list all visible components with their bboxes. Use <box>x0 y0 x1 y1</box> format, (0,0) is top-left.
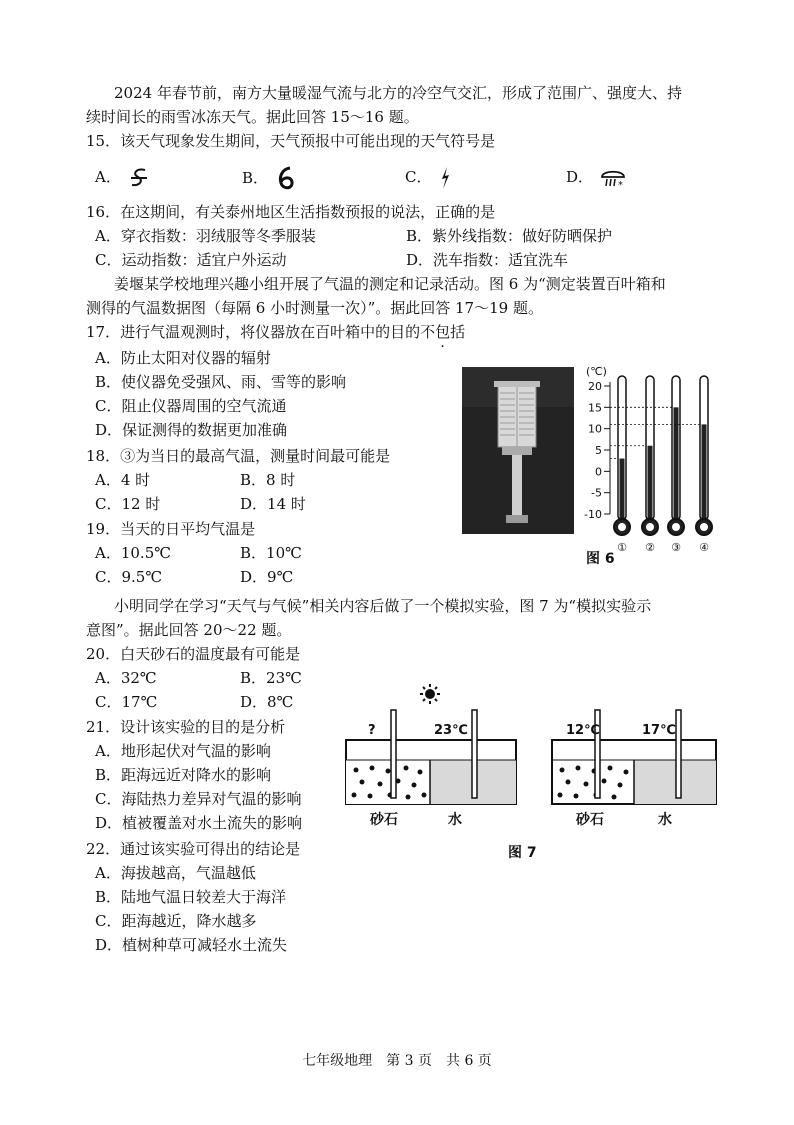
q22-option-a: A．海拔越高，气温越低 <box>95 864 256 882</box>
thermometer-bulb-highlight <box>618 523 626 531</box>
thermometer-bulb-highlight <box>700 523 708 531</box>
q15-option-d <box>566 165 628 191</box>
lightning-icon <box>436 165 454 191</box>
figure-6-caption: 图 6 <box>586 551 615 567</box>
page-footer: 七年级地理 第 3 页 共 6 页 <box>302 1053 492 1069</box>
q17-option-c: C．阻止仪器周围的空气流通 <box>95 397 287 415</box>
q21-option-a: A．地形起伏对气温的影响 <box>95 742 271 760</box>
night-container <box>552 710 716 828</box>
tick-label: 5 <box>595 444 602 457</box>
night-sand-label: 砂石 <box>576 812 604 828</box>
q16-option-b: B．紫外线指数：做好防晒保护 <box>406 227 613 245</box>
day-container <box>346 710 516 828</box>
q19-option-a: A．10.5℃ <box>95 544 172 562</box>
q20-option-d: D．8℃ <box>240 693 294 711</box>
q16-option-a: A．穿衣指数：羽绒服等冬季服装 <box>95 227 316 245</box>
tick-label: 20 <box>588 380 602 393</box>
q15-option-b-label: B． <box>242 169 269 187</box>
q15-option-b <box>242 165 299 193</box>
q17-option-a: A．防止太阳对仪器的辐射 <box>95 349 271 367</box>
question-19-stem: 19．当天的日平均气温是 <box>86 520 256 538</box>
question-22-stem: 22．通过该实验可得出的结论是 <box>86 840 301 858</box>
question-17-stem-text: 17．进行气温观测时，将仪器放在百叶箱中的目的 <box>86 323 421 341</box>
q21-option-d: D．植被覆盖对水土流失的影响 <box>95 814 303 832</box>
thermometer-chart <box>580 362 720 552</box>
q15-option-a <box>95 165 152 191</box>
q19-option-c: C．9.5℃ <box>95 568 163 586</box>
q15-option-a-label: A． <box>95 168 121 186</box>
figure-7-caption: 图 7 <box>508 845 537 861</box>
thermometer-label: ① <box>617 541 627 552</box>
question-21-stem: 21．设计该实验的目的是分析 <box>86 718 286 736</box>
stevenson-screen-photo <box>462 367 574 534</box>
thermometer-liquid <box>620 459 625 520</box>
tick-label: -5 <box>591 486 602 500</box>
q15-option-c-label: C． <box>405 168 432 186</box>
tropical-storm-icon <box>126 165 152 191</box>
question-17-emphasis: 不包括 <box>420 323 466 341</box>
temp-unit-label: (℃) <box>586 365 607 378</box>
typhoon-icon <box>273 165 299 193</box>
question-20-stem: 20．白天砂石的温度最有可能是 <box>86 645 301 663</box>
q22-option-b: B．陆地气温日较差大于海洋 <box>95 888 287 906</box>
q20-option-c: C．17℃ <box>95 693 158 711</box>
q22-option-d: D．植树种草可减轻水土流失 <box>95 936 288 954</box>
q16-option-d: D．洗车指数：适宜洗车 <box>406 251 569 269</box>
intro-2-line-2: 测得的气温数据图（每隔 6 小时测量一次）”。据此回答 17～19 题。 <box>86 299 543 317</box>
q16-option-c: C．运动指数：适宜户外运动 <box>95 251 287 269</box>
q19-option-b: B．10℃ <box>240 544 302 562</box>
intro-3-line-1: 小明同学在学习“天气与气候”相关内容后做了一个模拟实验，图 7 为“模拟实验示 <box>114 597 652 615</box>
sun-icon <box>420 684 440 704</box>
q21-option-b: B．距海远近对降水的影响 <box>95 766 272 784</box>
thermometer-label: ③ <box>671 541 681 552</box>
question-16-stem: 16．在这期间，有关泰州地区生活指数预报的说法，正确的是 <box>86 203 496 221</box>
thermometer-label: ② <box>645 541 655 552</box>
night-water-temp: 17℃ <box>642 723 676 738</box>
thermometer-bulb-highlight <box>672 523 680 531</box>
q20-option-b: B．23℃ <box>240 669 302 687</box>
q18-option-c: C．12 时 <box>95 495 161 513</box>
night-water-label: 水 <box>658 812 672 828</box>
q15-option-c <box>405 165 454 191</box>
stevenson-screen-image <box>462 367 574 534</box>
thermometer-bulb-highlight <box>646 523 654 531</box>
q20-option-a: A．32℃ <box>95 669 157 687</box>
rain-snow-icon <box>598 165 628 191</box>
night-sand-temp: 12℃ <box>566 723 600 738</box>
tick-label: 0 <box>595 465 602 479</box>
intro-1-line-2: 续时间长的雨雪冰冻天气。据此回答 15～16 题。 <box>86 108 419 126</box>
q15-option-d-label: D． <box>566 168 594 186</box>
day-water-temp: 23℃ <box>434 723 468 738</box>
day-sand-temp: ? <box>368 723 376 738</box>
q17-option-b: B．使仪器免受强风、雨、雪等的影响 <box>95 373 347 391</box>
tick-label: 10 <box>588 422 602 436</box>
thermometer-liquid <box>702 424 707 520</box>
day-water-label: 水 <box>448 812 462 828</box>
svg-text:*: * <box>617 180 623 191</box>
q18-option-a: A．4 时 <box>95 471 151 489</box>
thermometer-label: ④ <box>699 541 709 552</box>
q18-option-b: B．8 时 <box>240 471 296 489</box>
intro-1-line-1: 2024 年春节前，南方大量暖湿气流与北方的冷空气交汇，形成了范围广、强度大、持 <box>114 84 682 102</box>
tick-label: -10 <box>584 508 602 521</box>
intro-3-line-2: 意图”。据此回答 20～22 题。 <box>86 621 292 639</box>
thermometer-liquid <box>648 446 653 520</box>
moon-icon <box>632 684 642 702</box>
tick-label: 15 <box>588 401 602 415</box>
q21-option-c: C．海陆热力差异对气温的影响 <box>95 790 302 808</box>
question-18-stem: 18．③为当日的最高气温，测量时间最可能是 <box>86 447 391 465</box>
q17-option-d: D．保证测得的数据更加准确 <box>95 421 288 439</box>
intro-2-line-1: 姜堰某学校地理兴趣小组开展了气温的测定和记录活动。图 6 为“测定装置百叶箱和 <box>114 275 666 293</box>
q19-option-d: D．9℃ <box>240 568 294 586</box>
question-17-stem <box>86 322 465 342</box>
question-15-stem: 15．该天气现象发生期间，天气预报中可能出现的天气符号是 <box>86 132 496 150</box>
simulation-experiment-diagram <box>340 678 730 838</box>
q22-option-c: C．距海越近，降水越多 <box>95 912 257 930</box>
q18-option-d: D．14 时 <box>240 495 306 513</box>
day-sand-label: 砂石 <box>370 812 398 828</box>
